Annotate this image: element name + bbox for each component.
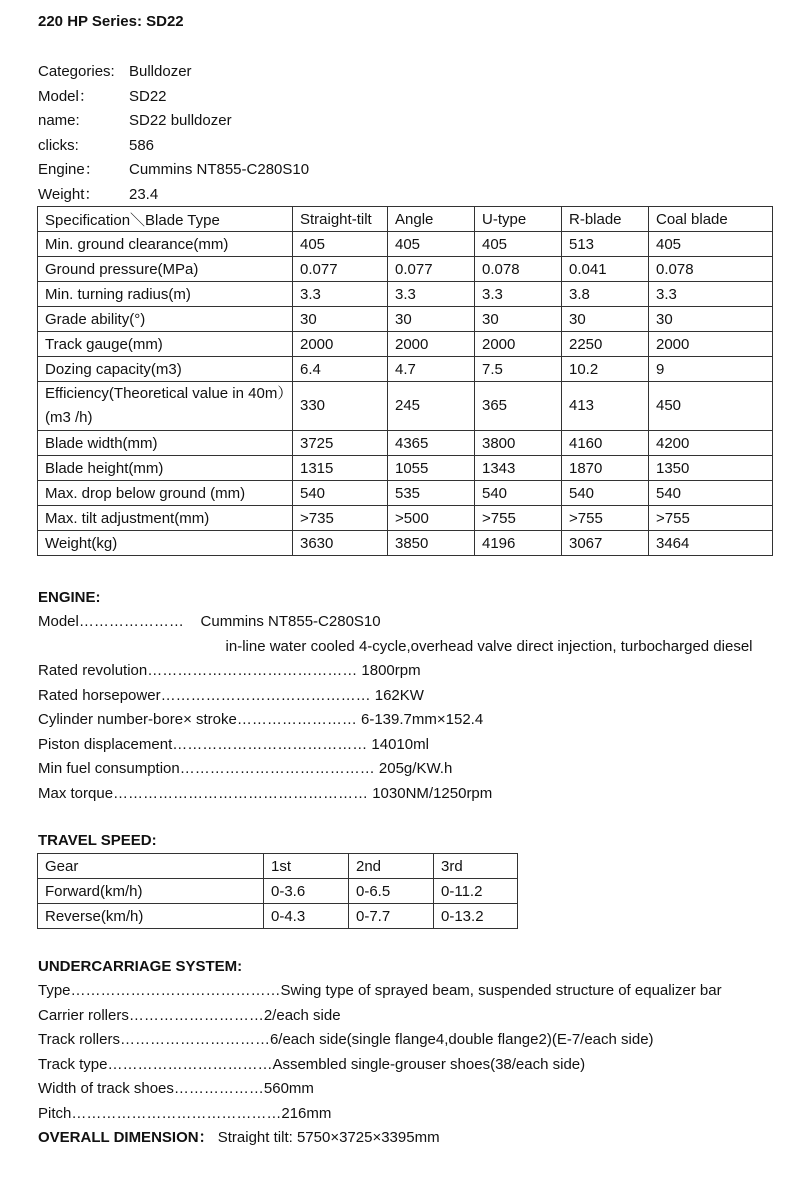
table-row: [38, 282, 773, 307]
table-cell: Min. turning radius(m): [38, 282, 293, 307]
table-cell: 4365: [388, 431, 475, 456]
table-header-cell: Straight-tilt: [293, 207, 388, 232]
table-header-row: [38, 207, 773, 232]
table-cell: 3.8: [562, 282, 649, 307]
info-row: [38, 85, 309, 110]
table-cell: 3.3: [649, 282, 773, 307]
info-label: name:: [38, 112, 80, 129]
table-cell: 540: [649, 481, 773, 506]
table-cell: >755: [475, 506, 562, 531]
table-cell: 0-3.6: [264, 879, 349, 904]
table-row: [38, 456, 773, 481]
engine-section: [38, 585, 753, 806]
table-row: [38, 531, 773, 556]
table-cell: 540: [562, 481, 649, 506]
info-row: [38, 109, 309, 134]
table-cell: 245: [388, 382, 475, 431]
table-cell: 6.4: [293, 357, 388, 382]
table-cell: 2000: [388, 332, 475, 357]
table-cell: Dozing capacity(m3): [38, 357, 293, 382]
table-row: [38, 506, 773, 531]
table-cell: 365: [475, 382, 562, 431]
info-value: Cummins NT855-C280S10: [129, 161, 310, 178]
engine-line: Min fuel consumption………………………………… 205g/KW.h: [38, 760, 453, 777]
table-cell: >755: [562, 506, 649, 531]
table-cell: 10.2: [562, 357, 649, 382]
table-cell: 0.078: [475, 257, 562, 282]
table-cell: 1315: [293, 456, 388, 481]
engine-heading: ENGINE:: [38, 589, 101, 606]
table-header-cell: R-blade: [562, 207, 649, 232]
table-cell: >500: [388, 506, 475, 531]
table-cell: 3725: [293, 431, 388, 456]
table-row: [38, 904, 518, 929]
table-cell: Weight(kg): [38, 531, 293, 556]
table-cell: 0.041: [562, 257, 649, 282]
table-cell: 1870: [562, 456, 649, 481]
table-cell: 0-4.3: [264, 904, 349, 929]
table-cell: Grade ability(°): [38, 307, 293, 332]
table-cell: 413: [562, 382, 649, 431]
info-row: [38, 60, 309, 85]
table-cell: 30: [562, 307, 649, 332]
table-cell: 0-7.7: [349, 904, 434, 929]
table-row: [38, 257, 773, 282]
engine-line: Rated horsepower…………………………………… 162KW: [38, 686, 424, 704]
undercarriage-section: [38, 954, 722, 1151]
info-value: SD22 bulldozer: [129, 112, 232, 129]
table-cell: 513: [562, 232, 649, 257]
table-cell: 0.077: [388, 257, 475, 282]
overall-label: OVERALL DIMENSION：: [38, 1129, 214, 1146]
table-cell: Max. drop below ground (mm): [38, 481, 293, 506]
table-row: [38, 332, 773, 357]
table-row: [38, 431, 773, 456]
engine-line: Cylinder number-bore× stroke…………………… 6-139.7mm×152.4: [38, 711, 484, 728]
table-cell: 0.077: [293, 257, 388, 282]
table-cell: Ground pressure(MPa): [38, 257, 293, 282]
info-row: [38, 158, 309, 183]
table-cell: 3630: [293, 531, 388, 556]
engine-line: in-line water cooled 4-cycle,overhead valve direct injection, turbocharged diesel: [38, 637, 753, 655]
table-cell: 30: [388, 307, 475, 332]
table-cell: 405: [388, 232, 475, 257]
info-label: Model：: [38, 87, 94, 105]
table-cell: 3.3: [388, 282, 475, 307]
table-row: [38, 382, 773, 431]
table-cell: Blade height(mm): [38, 456, 293, 481]
table-header-cell: Gear: [38, 854, 264, 879]
table-cell: Forward(km/h): [38, 879, 264, 904]
table-cell: 3800: [475, 431, 562, 456]
table-header-cell: Coal blade: [649, 207, 773, 232]
table-cell: 3464: [649, 531, 773, 556]
spec-table: [37, 206, 773, 556]
table-cell: 2000: [649, 332, 773, 357]
info-value: 23.4: [129, 185, 159, 203]
table-cell: 3.3: [293, 282, 388, 307]
info-value: SD22: [129, 87, 167, 105]
table-cell: 0.078: [649, 257, 773, 282]
table-cell: Min. ground clearance(mm): [38, 232, 293, 257]
table-cell: 2250: [562, 332, 649, 357]
engine-line: Piston displacement………………………………… 14010ml: [38, 735, 429, 753]
table-cell: 30: [293, 307, 388, 332]
table-cell: 540: [293, 481, 388, 506]
travel-heading: TRAVEL SPEED:: [38, 832, 157, 849]
undercarriage-line: Pitch……………………………………216mm: [38, 1104, 332, 1122]
table-cell: 2000: [293, 332, 388, 357]
table-cell: 30: [475, 307, 562, 332]
table-header-row: [38, 854, 518, 879]
table-cell: Track gauge(mm): [38, 332, 293, 357]
table-cell: 0-13.2: [434, 904, 518, 929]
table-cell: 1055: [388, 456, 475, 481]
undercarriage-line: Type……………………………………Swing type of sprayed beam, suspended structure of equalizer bar: [38, 982, 722, 999]
table-header-cell: 2nd: [349, 854, 434, 879]
table-row: [38, 481, 773, 506]
table-cell: >755: [649, 506, 773, 531]
table-cell: 9: [649, 357, 773, 382]
table-cell: 3.3: [475, 282, 562, 307]
table-cell: Max. tilt adjustment(mm): [38, 506, 293, 531]
table-cell: 0-11.2: [434, 879, 518, 904]
engine-line: Model………………… Cummins NT855-C280S10: [38, 613, 381, 630]
table-header-cell: Angle: [388, 207, 475, 232]
table-cell: 450: [649, 382, 773, 431]
table-header-cell: 3rd: [434, 854, 518, 879]
info-label: Weight：: [38, 185, 100, 203]
info-value: 586: [129, 136, 155, 154]
table-cell: 535: [388, 481, 475, 506]
table-cell: 4160: [562, 431, 649, 456]
table-header-cell: U-type: [475, 207, 562, 232]
table-cell: 405: [649, 232, 773, 257]
table-cell: 1350: [649, 456, 773, 481]
table-cell: >735: [293, 506, 388, 531]
info-row: [38, 134, 309, 159]
table-row: [38, 307, 773, 332]
table-cell: 3850: [388, 531, 475, 556]
page-title: 220 HP Series: SD22: [38, 13, 184, 30]
table-cell: 3067: [562, 531, 649, 556]
table-cell: 7.5: [475, 357, 562, 382]
info-row: [38, 183, 309, 208]
info-label: Engine：: [38, 161, 100, 178]
table-cell: 405: [475, 232, 562, 257]
table-cell: 1343: [475, 456, 562, 481]
table-cell: 405: [293, 232, 388, 257]
travel-section: [38, 828, 157, 853]
table-cell: Efficiency(Theoretical value in 40m）(m3 /h): [38, 382, 293, 431]
table-cell: 30: [649, 307, 773, 332]
table-cell: 4200: [649, 431, 773, 456]
overall-value: Straight tilt: 5750×3725×3395mm: [217, 1129, 440, 1146]
info-label: clicks:: [38, 136, 79, 154]
table-cell: Blade width(mm): [38, 431, 293, 456]
undercarriage-heading: UNDERCARRIAGE SYSTEM:: [38, 958, 243, 975]
travel-speed-table: [37, 853, 518, 929]
engine-line: Max torque…………………………………………… 1030NM/1250rpm: [38, 784, 493, 802]
table-cell: 0-6.5: [349, 879, 434, 904]
undercarriage-line: Track type……………………………Assembled single-grouser shoes(38/each side): [38, 1055, 586, 1073]
info-value: Bulldozer: [129, 63, 192, 80]
engine-line: Rated revolution…………………………………… 1800rpm: [38, 662, 421, 679]
table-row: [38, 357, 773, 382]
undercarriage-line: Width of track shoes………………560mm: [38, 1080, 314, 1097]
undercarriage-line: Carrier rollers………………………2/each side: [38, 1006, 341, 1024]
table-cell: 330: [293, 382, 388, 431]
table-cell: 4196: [475, 531, 562, 556]
table-cell: 2000: [475, 332, 562, 357]
undercarriage-line: Track rollers…………………………6/each side(single flange4,double flange2)(E-7/each side): [38, 1031, 654, 1048]
table-cell: Reverse(km/h): [38, 904, 264, 929]
table-header-cell: 1st: [264, 854, 349, 879]
table-cell: 540: [475, 481, 562, 506]
overall-dimension: [38, 1126, 722, 1151]
table-row: [38, 232, 773, 257]
table-header-cell: Specification＼Blade Type: [38, 207, 293, 232]
table-row: [38, 879, 518, 904]
info-list: [38, 60, 309, 207]
info-label: Categories:: [38, 63, 115, 80]
table-cell: 4.7: [388, 357, 475, 382]
